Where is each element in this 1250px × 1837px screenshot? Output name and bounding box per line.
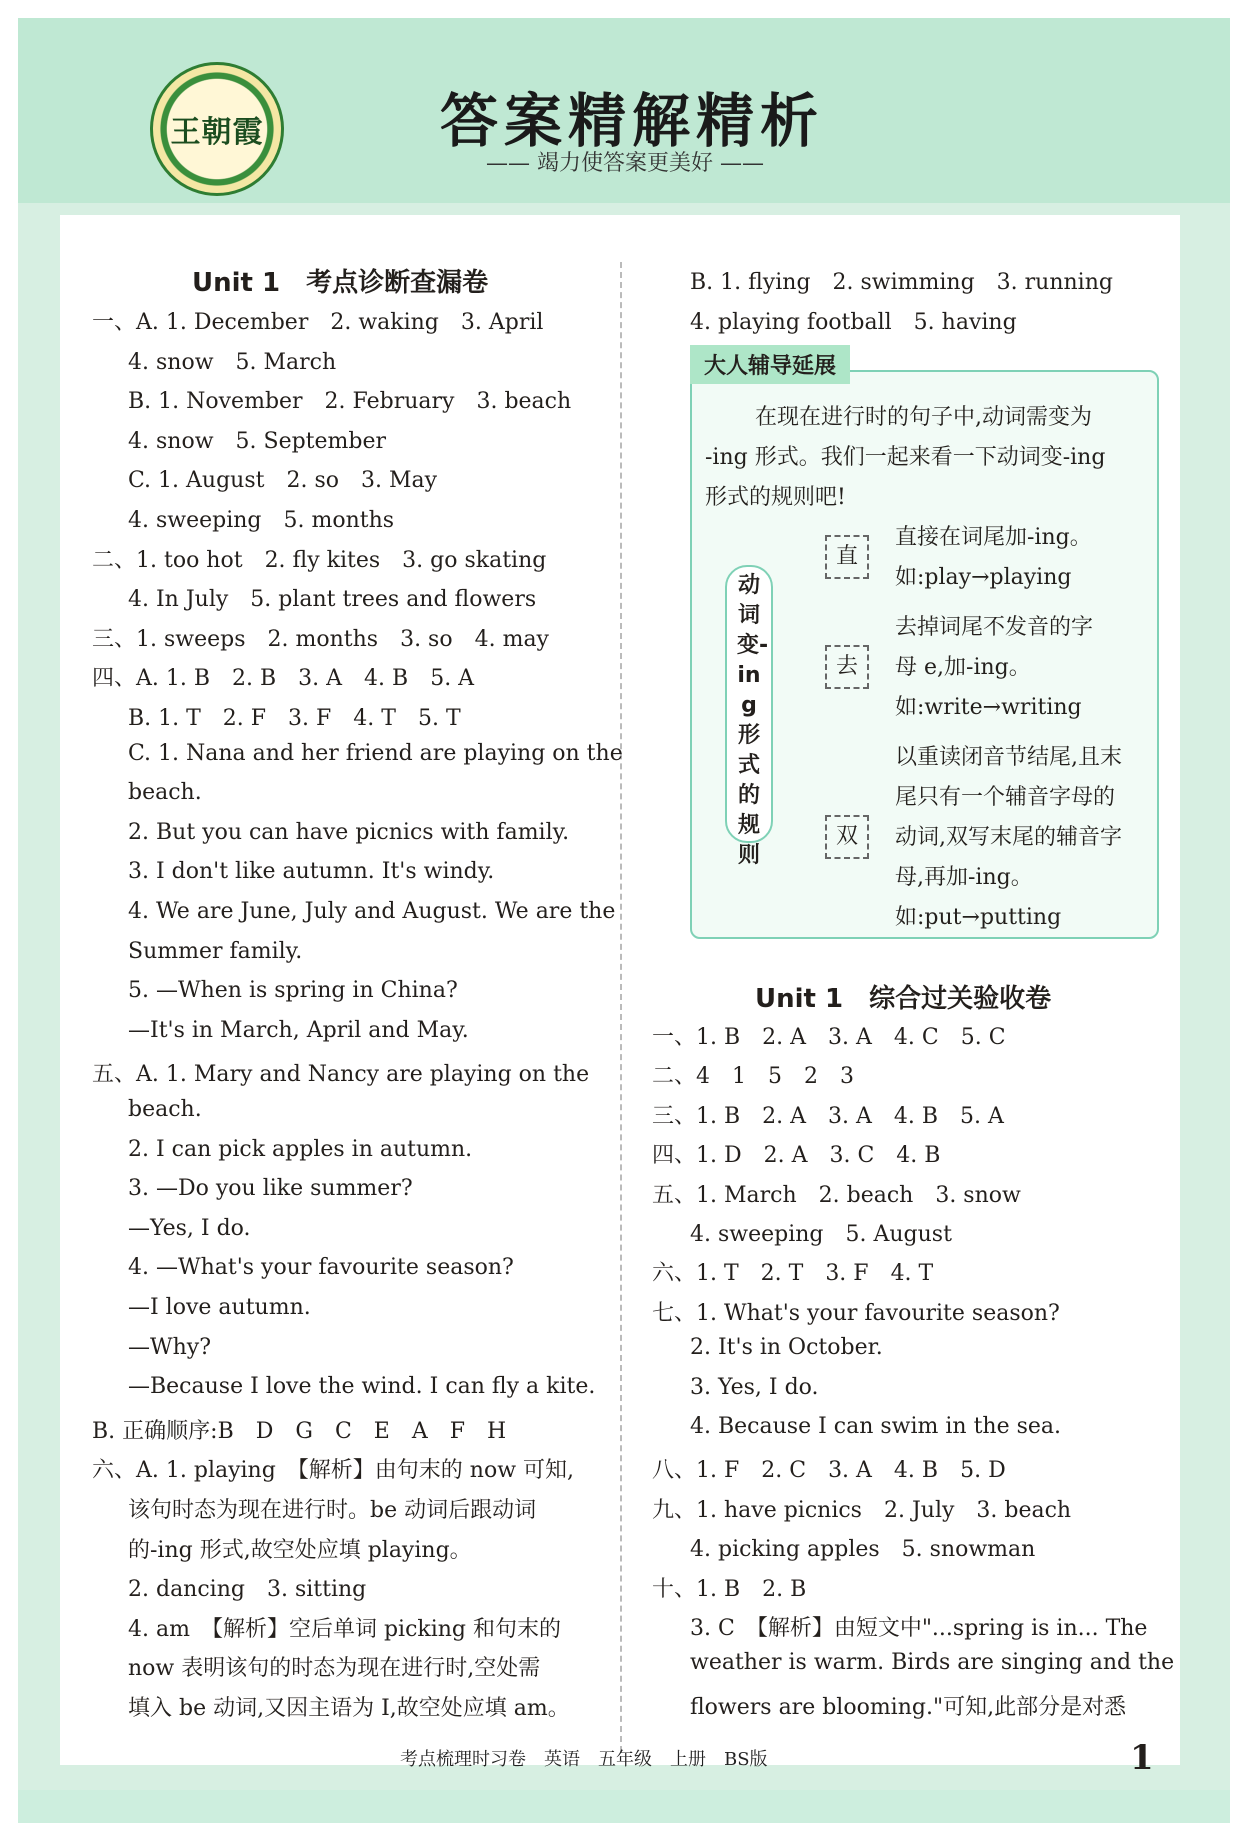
adult-intro-line: -ing 形式。我们一起来看一下动词变-ing: [705, 445, 1106, 470]
rule-key: 双: [825, 815, 869, 859]
rule-text: 尾只有一个辅音字母的: [895, 785, 1116, 810]
rule-text: 母 e,加-ing。: [895, 655, 1031, 680]
answer-line: B. 1. T 2. F 3. F 4. T 5. T: [128, 706, 461, 731]
answer-line: 4. sweeping 5. months: [128, 508, 395, 533]
answer-line: —Because I love the wind. I can fly a kite.: [128, 1374, 596, 1400]
answer-line: weather is warm. Birds are singing and the: [690, 1650, 1175, 1676]
rule-text: 如:play→playing: [895, 565, 1072, 590]
column-divider: [620, 262, 622, 1752]
answer-line: 2. But you can have picnics with family.: [128, 819, 570, 845]
answer-line: flowers are blooming."可知,此部分是对悉: [690, 1694, 1127, 1720]
answer-line: 九、1. have picnics 2. July 3. beach: [652, 1497, 1072, 1523]
answer-line: 二、4 1 5 2 3: [652, 1064, 854, 1090]
answer-line: 五、A. 1. Mary and Nancy are playing on the: [92, 1062, 590, 1088]
answer-line: 4. snow 5. September: [128, 428, 387, 454]
answer-line: 4. picking apples 5. snowman: [690, 1537, 1036, 1563]
right-line: B. 1. flying 2. swimming 3. running: [690, 270, 1113, 295]
left-unit-title: Unit 1 考点诊断查漏卷: [192, 268, 489, 298]
answer-line: C. 1. Nana and her friend are playing on the: [128, 740, 623, 766]
rule-title: [725, 565, 773, 868]
answer-line: 五、1. March 2. beach 3. snow: [652, 1182, 1021, 1208]
rule-text: 母,再加-ing。: [895, 865, 1033, 890]
rule-text: 如:write→writing: [895, 695, 1082, 720]
answer-line: beach.: [128, 780, 202, 806]
answer-line: 二、1. too hot 2. fly kites 3. go skating: [92, 547, 547, 573]
answer-line: 六、A. 1. playing 【解析】由句末的 now 可知,: [92, 1458, 575, 1484]
right-line: 4. playing football 5. having: [690, 310, 1017, 335]
answer-line: 3. I don't like autumn. It's windy.: [128, 859, 495, 885]
answer-line: 3. Yes, I do.: [690, 1374, 819, 1400]
right-unit-title: Unit 1 综合过关验收卷: [755, 984, 1052, 1014]
rule-text: 动词,双写末尾的辅音字: [895, 825, 1122, 850]
logo: [150, 62, 284, 196]
answer-line: —I love autumn.: [128, 1295, 311, 1320]
answer-line: 5. —When is spring in China?: [128, 978, 458, 1004]
answer-line: 四、1. D 2. A 3. C 4. B: [652, 1143, 941, 1169]
answer-line: —Why?: [128, 1334, 212, 1360]
answer-line: 4. sweeping 5. August: [690, 1222, 952, 1247]
answer-line: —Yes, I do.: [128, 1215, 251, 1241]
answer-line: —It's in March, April and May.: [128, 1017, 469, 1043]
answer-line: 六、1. T 2. T 3. F 4. T: [652, 1261, 934, 1287]
answer-line: 一、A. 1. December 2. waking 3. April: [92, 310, 544, 335]
answer-line: 4. am 【解析】空后单词 picking 和句末的: [128, 1616, 562, 1642]
adult-guidance-tag: 大人辅导延展: [690, 345, 850, 384]
answer-line: 4. —What's your favourite season?: [128, 1255, 514, 1281]
adult-intro-line: 形式的规则吧!: [705, 485, 846, 510]
page-number: 1: [1130, 1738, 1154, 1778]
rule-key: 去: [825, 645, 869, 689]
answer-line: 三、1. sweeps 2. months 3. so 4. may: [92, 626, 549, 652]
answer-line: 2. dancing 3. sitting: [128, 1577, 367, 1603]
answer-line: 该句时态为现在进行时。be 动词后跟动词: [128, 1498, 537, 1523]
page-title: 答案精解精析: [440, 87, 825, 155]
answer-line: 填入 be 动词,又因主语为 I,故空处应填 am。: [128, 1696, 570, 1721]
answer-line: 一、1. B 2. A 3. A 4. C 5. C: [652, 1025, 1006, 1050]
footer-text: 考点梳理时习卷 英语 五年级 上册 BS版: [400, 1749, 768, 1770]
rule-title-text: 动词变-ing形式的规则: [737, 573, 769, 868]
answer-line: B. 1. November 2. February 3. beach: [128, 389, 572, 415]
answer-line: 3. C 【解析】由短文中"...spring is in... The: [690, 1616, 1148, 1641]
answer-line: 的-ing 形式,故空处应填 playing。: [128, 1537, 472, 1563]
answer-line: 八、1. F 2. C 3. A 4. B 5. D: [652, 1458, 1006, 1484]
answer-line: 3. —Do you like summer?: [128, 1176, 413, 1202]
answer-line: 4. We are June, July and August. We are the: [128, 899, 616, 924]
answer-line: 4. In July 5. plant trees and flowers: [128, 587, 537, 613]
adult-intro-line: 在现在进行时的句子中,动词需变为: [755, 405, 1092, 430]
rule-text: 如:put→putting: [895, 905, 1062, 930]
rule-text: 去掉词尾不发音的字: [895, 615, 1094, 640]
answer-line: 四、A. 1. B 2. B 3. A 4. B 5. A: [92, 666, 475, 692]
answer-line: 十、1. B 2. B: [652, 1576, 807, 1602]
answer-line: B. 正确顺序:B D G C E A F H: [92, 1418, 507, 1444]
answer-line: 七、1. What's your favourite season?: [652, 1300, 1060, 1326]
page-subtitle: —— 竭力使答案更美好 ——: [486, 151, 764, 176]
answer-line: 2. It's in October.: [690, 1335, 883, 1361]
bottom-band: [18, 1790, 1230, 1823]
answer-line: beach.: [128, 1097, 202, 1122]
answer-line: 4. snow 5. March: [128, 349, 337, 375]
rule-text: 直接在词尾加-ing。: [895, 525, 1092, 550]
answer-line: C. 1. August 2. so 3. May: [128, 468, 438, 494]
answer-line: now 表明该句的时态为现在进行时,空处需: [128, 1656, 541, 1682]
answer-line: Summer family.: [128, 938, 303, 964]
answer-line: 2. I can pick apples in autumn.: [128, 1136, 473, 1162]
answer-line: 三、1. B 2. A 3. A 4. B 5. A: [652, 1103, 1004, 1129]
answer-line: 4. Because I can swim in the sea.: [690, 1414, 1062, 1439]
logo-text: 王朝霞: [170, 115, 264, 150]
rule-key: 直: [825, 535, 869, 579]
rule-text: 以重读闭音节结尾,且末: [895, 745, 1122, 770]
